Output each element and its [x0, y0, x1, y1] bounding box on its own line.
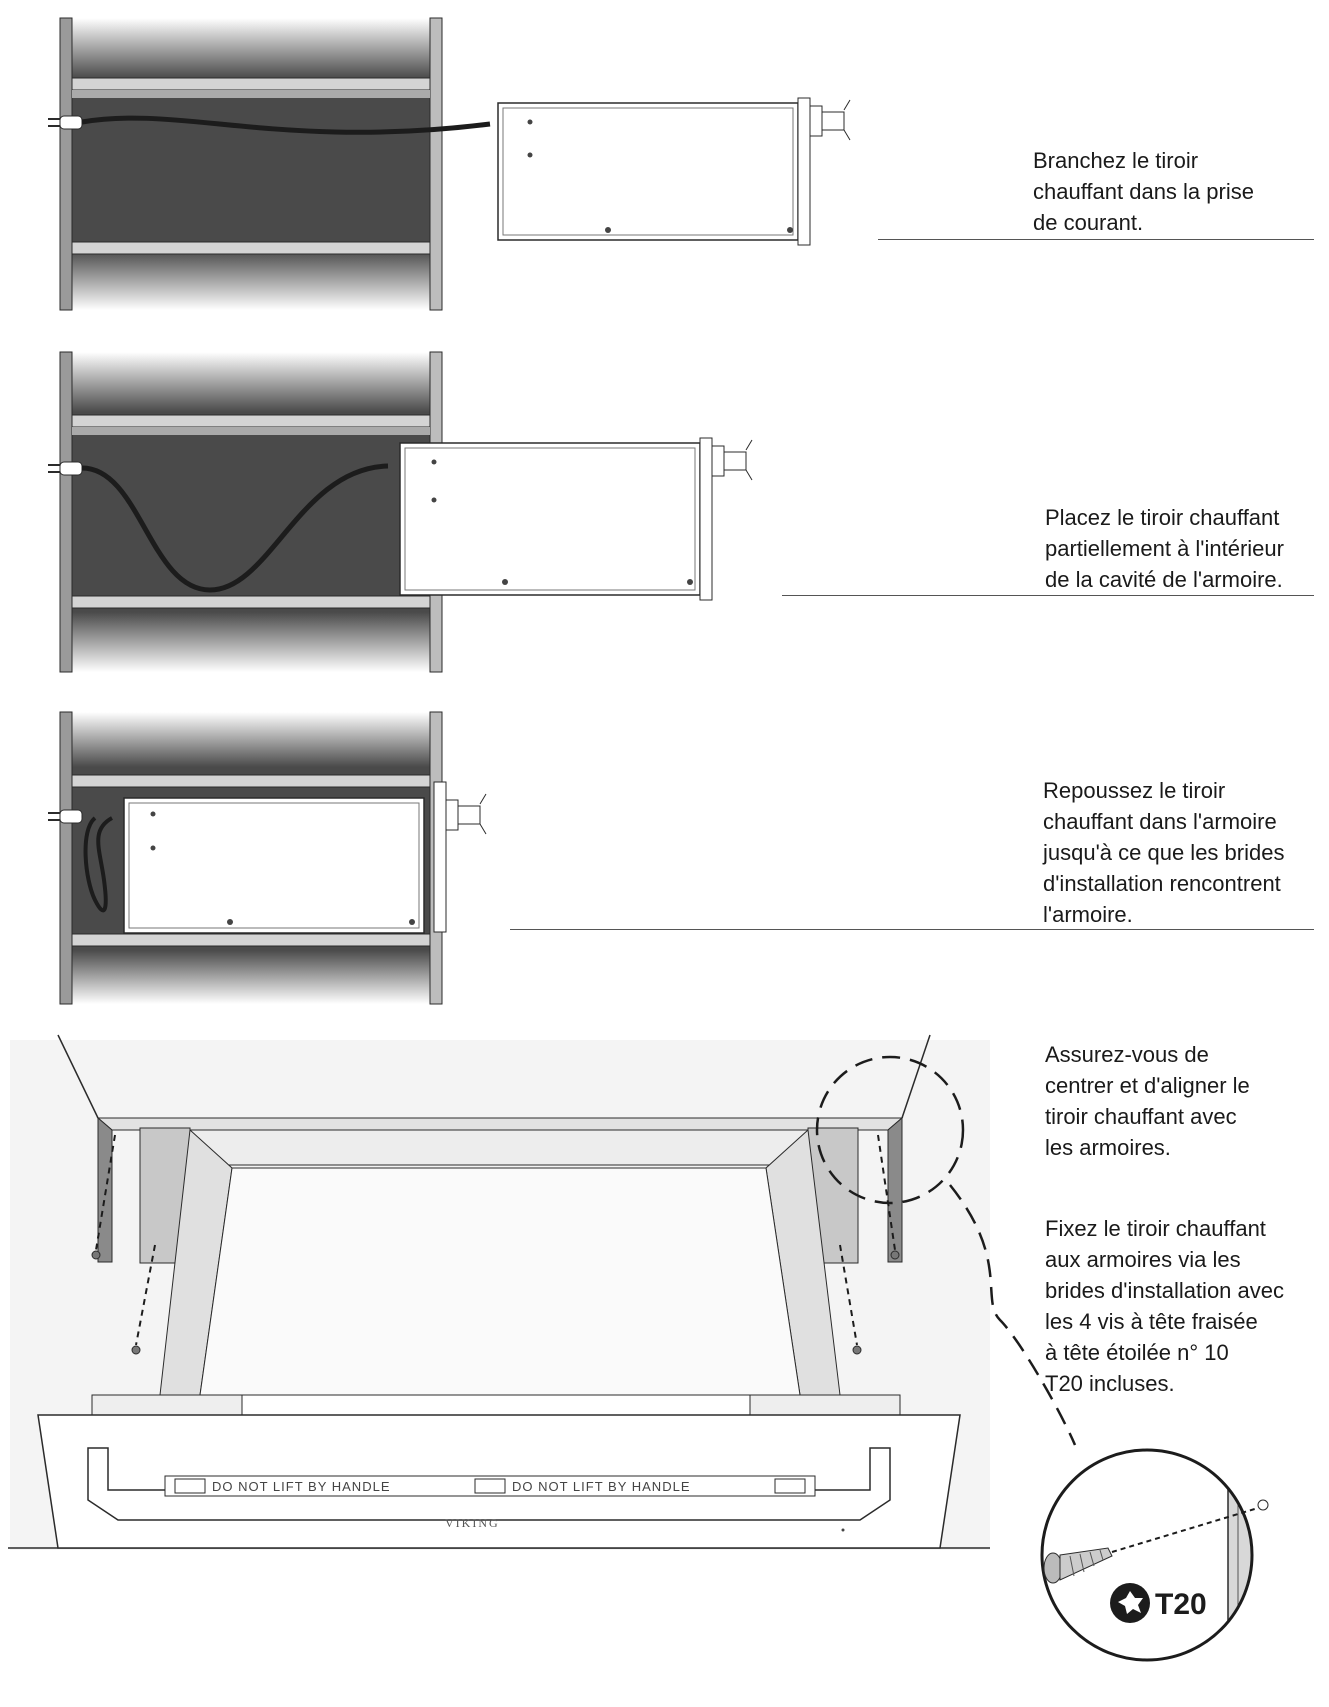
torx-bit-label: T20: [1155, 1588, 1207, 1621]
step-2-text: Placez le tiroir chauffant partiellement à l'intérieur de la cavité de l'armoire.: [1045, 505, 1284, 592]
brand-logo: VIKING: [445, 1516, 500, 1530]
step-4-illustration: [8, 1035, 1075, 1550]
step-1-illustration: [48, 18, 850, 310]
step-5-text: Fixez le tiroir chauffant aux armoires via les brides d'installation avec les 4 vis à tête fraisée à tête étoilée n° 10 T20 incluses.: [1045, 1216, 1285, 1396]
step-3-text: Repoussez le tiroir chauffant dans l'armoire jusqu'à ce que les brides d'installation rencontrent l'armoire.: [1043, 778, 1285, 927]
screw-detail: [1042, 1440, 1278, 1670]
step-4-text: Assurez-vous de centrer et d'aligner le tiroir chauffant avec les armoires.: [1045, 1042, 1250, 1160]
handle-warning-right: DO NOT LIFT BY HANDLE: [512, 1479, 691, 1494]
step-3-illustration: [48, 712, 486, 1004]
step-2-illustration: [48, 352, 752, 672]
step-1-text: Branchez le tiroir chauffant dans la prise de courant.: [1033, 148, 1254, 235]
handle-warning-left: DO NOT LIFT BY HANDLE: [212, 1479, 391, 1494]
